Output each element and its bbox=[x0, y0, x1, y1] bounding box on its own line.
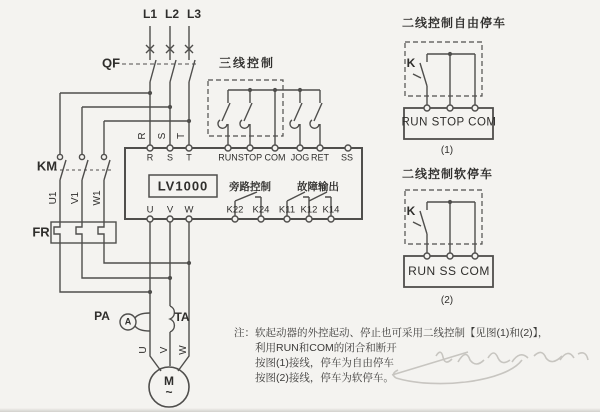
phase-label-l3: L3 bbox=[186, 7, 202, 21]
terminal-k14: K14 bbox=[322, 204, 340, 216]
panel2-title: 二线控制软停车 bbox=[402, 167, 494, 181]
panel2-terminals: RUN SS COM bbox=[408, 264, 490, 278]
terminal-w: W bbox=[184, 204, 194, 216]
footnote-line-3: 按图(1)接线，停车为自由停车 bbox=[255, 357, 394, 369]
terminal-u: U bbox=[146, 204, 154, 216]
wire-label-u1: U1 bbox=[48, 191, 59, 205]
footnote-line-1: 注：软起动器的外控起动、停止也可采用二线控制【见图(1)和(2)】， bbox=[234, 327, 549, 339]
terminal-com: COM bbox=[264, 152, 286, 163]
panel2-caption: (2) bbox=[440, 295, 454, 306]
terminal-s: S bbox=[166, 152, 174, 163]
wire-label-r: R bbox=[137, 132, 148, 140]
terminal-ret: RET bbox=[311, 152, 329, 163]
three-wire-control-title: 三线控制 bbox=[218, 56, 276, 70]
ct-label: TA bbox=[174, 310, 190, 324]
qf-breaker-symbol bbox=[122, 60, 199, 82]
ammeter-label: PA bbox=[94, 309, 110, 323]
phase-wires bbox=[146, 26, 193, 145]
panel1-terminals: RUN STOP COM bbox=[401, 116, 497, 129]
terminal-v: V bbox=[166, 204, 174, 216]
wire-label-u: U bbox=[138, 346, 149, 354]
terminal-jog: JOG bbox=[290, 152, 310, 163]
wire-label-v1: V1 bbox=[70, 191, 81, 205]
terminal-stop: STOP bbox=[237, 152, 263, 163]
phase-label-l2: L2 bbox=[164, 7, 180, 21]
panel1-caption: (1) bbox=[440, 145, 454, 156]
device-model: LV1000 bbox=[157, 178, 209, 194]
bypass-branch-wires bbox=[60, 91, 191, 154]
terminal-t: T bbox=[186, 152, 192, 163]
wire-label-v: V bbox=[159, 346, 170, 354]
wire-label-w1: W1 bbox=[92, 190, 103, 206]
panel2-k-label: K bbox=[406, 204, 416, 218]
three-wire-control-circuit bbox=[208, 80, 322, 146]
footnote-line-2: 利用RUN和COM的闭合和断开 bbox=[255, 342, 397, 354]
terminal-r: R bbox=[146, 152, 154, 163]
motor-wave-glyph: ~ bbox=[165, 385, 173, 399]
terminal-ss: SS bbox=[340, 152, 354, 163]
km-contactor-symbol bbox=[54, 154, 112, 222]
contactor-label: KM bbox=[36, 158, 58, 174]
phase-label-l1: L1 bbox=[142, 7, 158, 21]
motor-m-glyph: M bbox=[164, 374, 174, 388]
terminal-k12: K12 bbox=[300, 204, 318, 216]
wire-label-s: S bbox=[157, 132, 168, 140]
footnote bbox=[234, 326, 600, 386]
panel1-title: 二线控制自由停车 bbox=[402, 16, 507, 30]
wire-label-t: T bbox=[176, 132, 187, 140]
ammeter-a-glyph: A bbox=[124, 316, 132, 327]
breaker-label: QF bbox=[101, 55, 121, 71]
bypass-control-label: 旁路控制 bbox=[229, 180, 271, 193]
panel1-k-label: K bbox=[406, 56, 416, 70]
terminal-k24: K24 bbox=[252, 204, 270, 216]
terminal-k11: K11 bbox=[278, 204, 296, 216]
wire-label-w: W bbox=[178, 345, 189, 355]
footnote-line-4: 按图(2)接线，停车为软停车。 bbox=[255, 372, 394, 384]
thermal-relay-label: FR bbox=[32, 224, 50, 240]
terminal-k22: K22 bbox=[226, 204, 244, 216]
fault-output-label: 故障输出 bbox=[297, 180, 339, 193]
terminal-run: RUN bbox=[218, 152, 238, 163]
